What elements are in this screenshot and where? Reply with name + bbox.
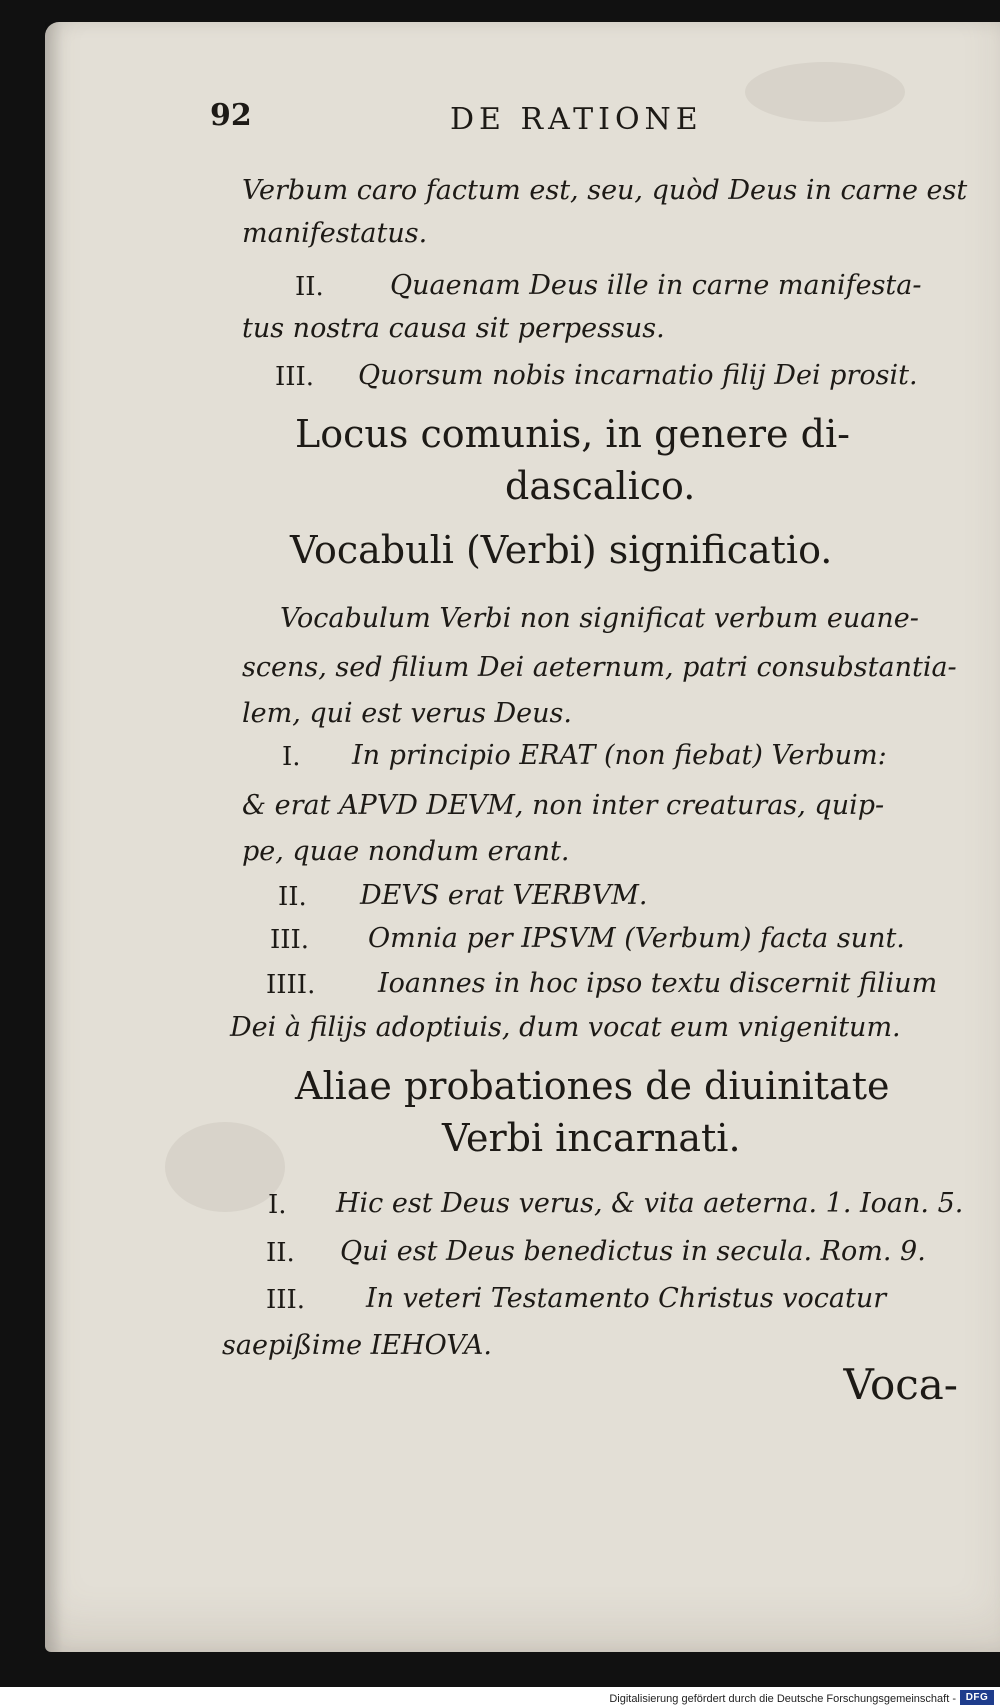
running-head — [210, 98, 860, 142]
text-line: DEVS erat VERBVM. — [360, 880, 648, 911]
section-heading: Locus comunis, in genere di- — [295, 412, 850, 456]
text-line: tus nostra causa sit perpessus. — [242, 313, 665, 344]
item-number: III. — [270, 925, 310, 955]
item-number: II. — [278, 882, 307, 912]
section-heading: Vocabuli (Verbi) significatio. — [290, 528, 833, 572]
section-heading: Verbi incarnati. — [442, 1116, 741, 1160]
text-line: pe, quae nondum erant. — [242, 836, 570, 867]
dfg-logo-icon: DFG — [960, 1690, 994, 1705]
item-number: I. — [282, 742, 301, 772]
text-line: Quaenam Deus ille in carne manifesta- — [390, 270, 922, 301]
text-line: manifestatus. — [242, 218, 428, 249]
text-line: lem, qui est verus Deus. — [242, 698, 572, 729]
page-gutter-shadow — [45, 22, 63, 1652]
text-line: Hic est Deus verus, & vita aeterna. 1. Ioan. 5. — [336, 1188, 964, 1219]
item-number: III. — [275, 362, 315, 392]
text-line: In principio ERAT (non fiebat) Verbum: — [352, 740, 887, 771]
page-number: 92 — [210, 98, 252, 133]
item-number: III. — [266, 1285, 306, 1315]
text-line: & erat APVD DEVM, non inter creaturas, quip- — [242, 790, 885, 821]
section-heading: Aliae probationes de diuinitate — [295, 1064, 890, 1108]
text-line: Quorsum nobis incarnatio filij Dei prosit. — [358, 360, 918, 391]
item-number: I. — [268, 1190, 287, 1220]
digitization-credit: Digitalisierung gefördert durch die Deutsche Forschungsgemeinschaft - — [609, 1693, 956, 1705]
paper-stain — [165, 1122, 285, 1212]
text-line: Ioannes in hoc ipso textu discernit filium — [378, 968, 938, 999]
item-number: II. — [266, 1238, 295, 1268]
text-line: Dei à filijs adoptiuis, dum vocat eum vnigenitum. — [230, 1012, 901, 1043]
text-line: Qui est Deus benedictus in secula. Rom. 9. — [340, 1236, 926, 1267]
text-line: scens, sed filium Dei aeternum, patri consubstantia- — [242, 652, 957, 683]
section-heading: dascalico. — [505, 464, 696, 508]
text-line: Verbum caro factum est, seu, quòd Deus in carne est — [242, 175, 968, 206]
footer-bar — [0, 1687, 1000, 1707]
item-number: IIII. — [266, 970, 316, 1000]
text-line: In veteri Testamento Christus vocatur — [366, 1283, 887, 1314]
text-line: saepißime IEHOVA. — [222, 1330, 493, 1361]
running-title: DE RATIONE — [450, 102, 703, 137]
catchword: Voca- — [843, 1360, 958, 1409]
text-line: Vocabulum Verbi non significat verbum euane- — [280, 603, 919, 634]
text-line: Omnia per IPSVM (Verbum) facta sunt. — [368, 923, 905, 954]
item-number: II. — [295, 272, 324, 302]
